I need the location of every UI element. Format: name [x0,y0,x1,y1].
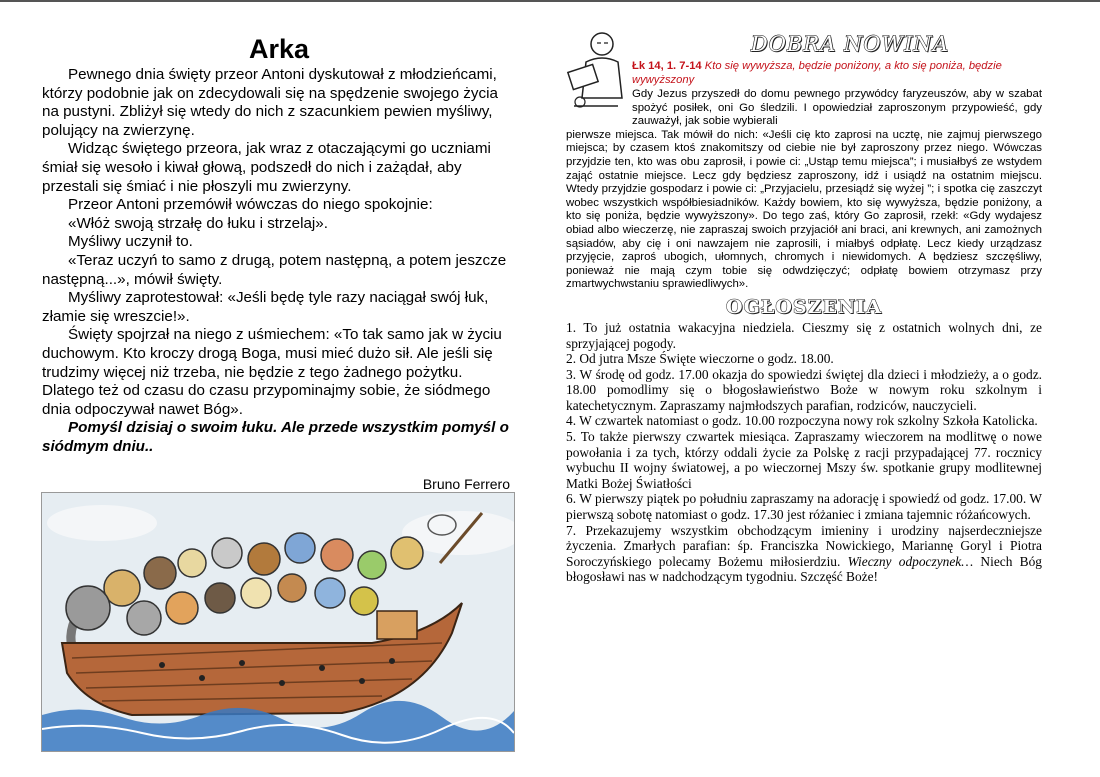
gospel-intro: Gdy Jezus przyszedł do domu pewnego przywódcy faryzeuszów, aby w szabat spożyć posiłek, oni Go śledzili. I opowiedział zaproszonym przypowieść, gdy zauważył, jak sobie wybierali [632,88,1042,128]
story-paragraph: Przeor Antoni przemówił wówczas do niego spokojnie: [68,196,433,214]
arka-column [42,34,516,492]
announcement-item: 3. W środę od godz. 17.00 okazja do spowiedzi świętej dla dzieci i młodzieży, a o godz. 18.00 pomodlimy się o błogosławieństwo Boże w nowym roku szkolnym i katechetycznym. Zapraszamy najmłodszych parafian, rodziców, nauczycieli. [566,366,1042,413]
noah-ark-drawing [42,493,514,751]
gospel-header [566,22,1042,114]
priest-reading-illustration [566,28,626,114]
announcement-item [566,523,1042,585]
prayer-closing: Wieczny odpoczynek… [847,553,974,569]
story-paragraph: Widząc świętego przeora, jak wraz z otaczającymi go uczniami śmiał się wesoło i kiwał głową, podszedł do nich i zażądał, aby przestali się śmiać i nie płoszyli mu zwierzyny. [42,140,491,195]
story-paragraph: Myśliwy uczynił to. [68,233,193,251]
top-rule [0,0,1100,2]
announcement-item: 4. W czwartek natomiast o godz. 10.00 rozpoczyna nowy rok szkolny Szkoła Katolicka. [566,413,1038,429]
arka-title: Arka [248,34,310,64]
gospel-motto: Kto się wywyższa, będzie poniżony, a kto się poniża, będzie wywyższony [632,60,1002,86]
gospel-text [566,88,1042,292]
announcement-item: 6. W pierwszy piątek po południu zapraszamy na adorację i spowiedź od godz. 17.00. W pierwszą sobotę natomiast o godz. 17.30 jest różaniec i zmiana tajemnic różańcowych. [566,491,1042,523]
story-paragraph: Święty spojrzał na niego z uśmiechem: «To tak samo jak w życiu duchowym. Kto kroczy drogą Boga, musi mieć dużo sił. Ale jeśli się trudzimy więcej niż trzeba, nie będzie z tego żadnego pożytku. Dlatego też od czasu do czasu przypominajmy sobie, że siódmego dnia odpoczywał nawet Bóg». [42,326,502,418]
announcements-title: OGŁOSZENIA [726,295,882,318]
story-paragraph: Myśliwy zaprotestował: «Jeśli będę tyle razy naciągał swój łuk, złamie się wreszcie!». [42,289,489,325]
announcement-text: 7. Przekazujemy wszystkim obchodzącym imieniny i urodziny najserdeczniejsze życzenia. Zmarłych parafian: śp. Franciszka Nowickiego, Mariannę Goryl i Piotra Soroczyńskiego polecamy Bożemu miłosierdziu. [566,522,1042,569]
story-paragraph: «Teraz uczyń to samo z drugą, potem następną, a potem jeszcze następną...», mówił święty. [42,251,507,288]
gospel-body: pierwsze miejsca. Tak mówił do nich: «Jeśli cię kto zaprosi na ucztę, nie zajmuj pierwszego miejsca; by czasem ktoś znakomitszy od ciebie nie był zaproszony przez niego. Wówczas przyjdzie ten, kto was obu zaprosił, i powie ci: „Ustąp temu miejsca”; i musiałbyś ze wstydem zająć ostatnie miejsce. Lecz gdy będziesz zaproszony, idź i usiądź na ostatnim miejscu. Wtedy przyjdzie gospodarz i powie ci: „Przyjacielu, przesiądź się wyżej ”; i spotka cię zaszczyt wobec wszystkich współbiesiadników. Każdy bowiem, kto się wywyższa, będzie poniżony, a kto się poniża, będzie wywyższony». Do tego zaś, który Go zaprosił, rzekł: «Gdy wydajesz obiad albo wieczerzę, nie zapraszaj swoich przyjaciół ani braci, ani krewnych, ani zamożnych sąsiadów, aby cię i oni nawzajem nie zaprosili, i miałbyś odpłatę. Lecz kiedy urządzasz przyjęcie, zaproś ubogich, ułomnych, chromych i niewidomych. A będziesz szczęśliwy, ponieważ nie mają czym tobie się odwdzięczyć; odpłatę bowiem otrzymasz przy zmartwychwstaniu sprawiedliwych». [566,128,1042,291]
noah-ark-illustration [41,492,515,752]
story-moral: Pomyśl dzisiaj o swoim łuku. Ale przede wszystkim pomyśl o siódmym dniu.. [42,419,509,455]
announcement-item: 2. Od jutra Msze Święte wieczorne o godz. 18.00. [566,351,834,367]
story-paragraph: Pewnego dnia święty przeor Antoni dyskutował z młodzieńcami, którzy podobnie jak on zdecydowali się na spędzenie swojego życia na pustyni. Zbliżył się wtedy do nich z szacunkiem pewien myśliwy, polujący na zwierzynę. [42,66,498,139]
story-paragraph: «Włóż swoją strzałę do łuku i strzelaj». [68,214,328,232]
blessing-closing: Niech Bóg błogosławi nas w nadchodzącym tygodniu. Szczęść Boże! [566,553,1043,585]
gospel-title: DOBRA NOWINA [750,32,950,56]
announcement-item: 1. To już ostatnia wakacyjna niedziela. Cieszmy się z ostatnich wolnych dni, ze sprzyjającej pogody. [566,319,1042,351]
announcement-item: 5. To także pierwszy czwartek miesiąca. Zapraszamy wieczorem na modlitwę o nowe powołania i za tych, którzy oddali życie za Polskę z racji przypadającej 77. rocznicy wybuchu II wojny światowej, a po wieczornej Mszy św. spotkanie grupy modlitewnej Matki Bożej Światłości [566,429,1042,491]
gospel-column [566,22,1042,585]
announcements-list [566,320,1042,585]
gospel-reference [632,60,1042,87]
gospel-citation: Łk 14, 1. 7-14 [632,60,702,72]
arka-story [42,66,516,456]
author-name: Bruno Ferrero [422,476,510,493]
